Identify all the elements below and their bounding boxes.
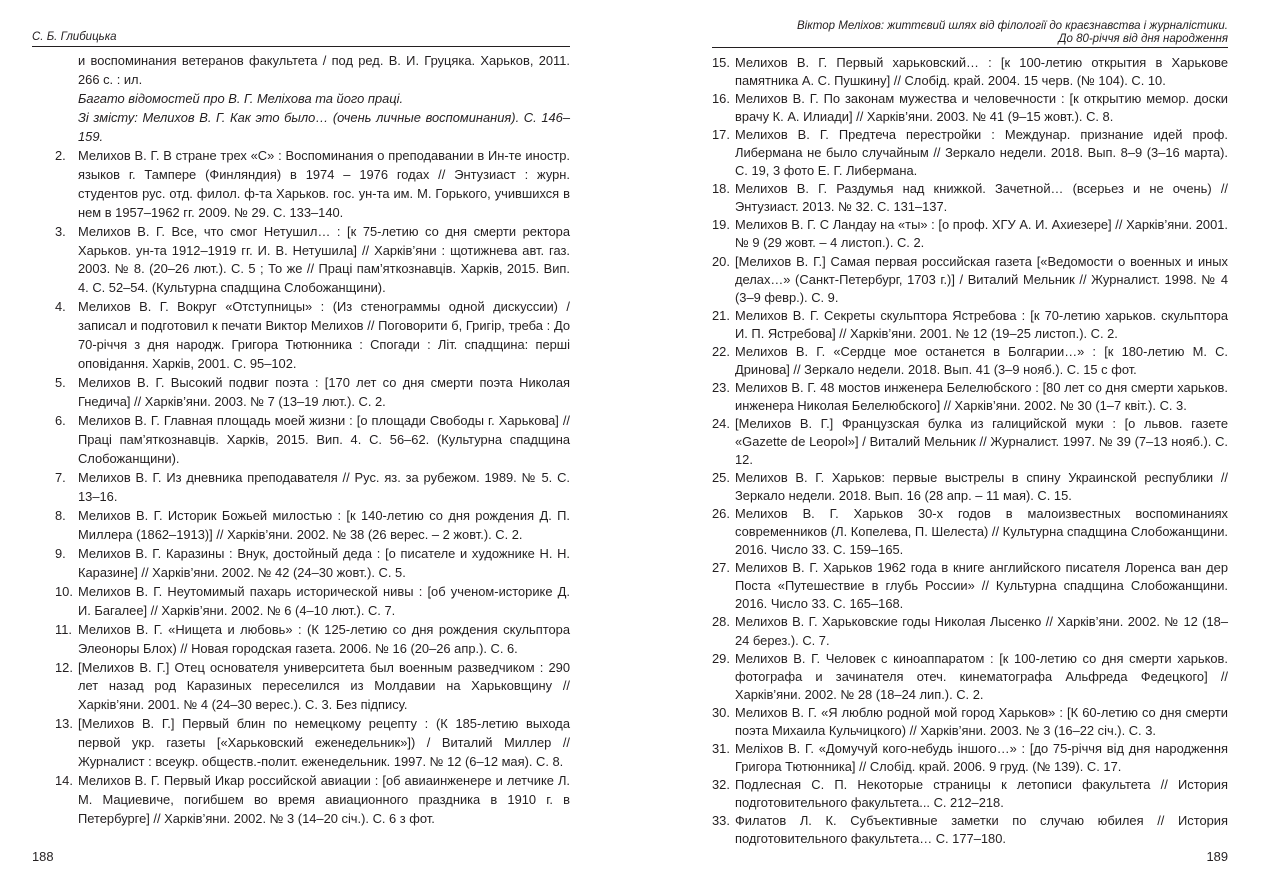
entry-number: 2. (55, 147, 66, 163)
entry-number: 19. (712, 217, 730, 233)
list-item (712, 704, 1228, 740)
entry-number: 18. (712, 181, 730, 197)
entry-text: Мелихов В. Г. Все, что смог Нетушил… : [к 75-летию со дня смерти ректора Харьков. ун-та 1912–1919 гг. И. В. Нетушила] // Харків’яни : щотижнева авт. газ. 2003. № 8. (20–26 лют.). С. 5 ; То же // Праці пам’яткознавців. Харків, 2015. Вип. 4. С. 52–54. (Культурна спадщина Слобожанщини). (78, 223, 570, 296)
list-item (712, 54, 1228, 90)
entry-number: 31. (712, 740, 730, 756)
entry-text: Мелихов В. Г. Секреты скульптора Ястребова : [к 70-летию харьков. скульптора И. П. Ястребова] // Харків’яни. 2001. № 12 (19–25 листоп.). С. 2. (735, 307, 1228, 341)
entry-number: 8. (55, 507, 66, 523)
entry-number: 14. (55, 773, 73, 789)
entry-number: 7. (55, 469, 66, 485)
left-page (32, 0, 570, 894)
list-item (32, 507, 570, 545)
list-item (712, 90, 1228, 126)
list-item (712, 613, 1228, 649)
entry-text: Мелихов В. Г. «Сердце мое останется в Болгарии…» : [к 180-летию М. С. Дринова] // Зеркало недели. 2018. Вып. 41 (3–9 нояб.). С. 15 с фот. (735, 343, 1228, 377)
entry-number: 23. (712, 379, 730, 395)
list-item (712, 415, 1228, 469)
list-item (32, 298, 570, 374)
list-item (712, 180, 1228, 216)
entry-number: 25. (712, 470, 730, 486)
list-item (32, 659, 570, 716)
entry-number: 27. (712, 560, 730, 576)
entry-text: Мелихов В. Г. По законам мужества и человечности : [к открытию мемор. доски врачу К. А. Илиади] // Харків’яни. 2003. № 41 (9–15 жовт.). С. 8. (735, 91, 1228, 125)
page-number: 189 (1206, 849, 1228, 864)
page-number: 188 (32, 849, 54, 864)
entry-number: 4. (55, 299, 66, 315)
list-item (712, 776, 1228, 812)
list-item (32, 772, 570, 829)
entry-text: Меліхов В. Г. «Домучуй кого-небудь іншого…» : [до 75-річчя від дня народження Григора Тютюнника] // Слобід. край. 2006. 9 груд. (№ 139). С. 17. (735, 740, 1228, 774)
list-item (712, 740, 1228, 776)
header-rule (712, 47, 1228, 48)
list-item (712, 126, 1228, 180)
entry-text: [Мелихов В. Г.] Французская булка из галицийской муки : [о львов. газете «Gazette de Leopol»] / Виталий Мельник // Журналист. 1997. № 39 (7–13 нояб.). С. 12. (735, 415, 1228, 468)
list-item (32, 374, 570, 412)
entry-text: Мелихов В. Г. «Я люблю родной мой город Харьков» : [К 60-летию со дня смерти поэта Михаила Кульчицкого) // Харків’яни. 2003. № 3 (16–22 січ.). С. 3. (735, 704, 1228, 738)
entry-text: Мелихов В. Г. Харьковские годы Николая Лысенко // Харків’яни. 2002. № 12 (18–24 берез.). С. 7. (735, 614, 1228, 648)
entry-text: Мелихов В. Г. Неутомимый пахарь исторической нивы : [об ученом-историке Д. И. Багалее] // Харків’яни. 2002. № 6 (4–10 лют.). С. 7. (78, 583, 570, 618)
entry-text: Филатов Л. К. Субъективные заметки по случаю юбилея // История подготовительного факультета… С. 177–180. (735, 812, 1228, 847)
entry-number: 33. (712, 812, 730, 828)
list-item (712, 253, 1228, 307)
entry-text: [Мелихов В. Г.] Первый блин по немецкому рецепту : (К 185-летию выхода первой укр. газеты [«Харьковский еженедельник»]) / Виталий Миллер // Журналист : всеукр. обществ.-полит. еженедельник. 1997. № 12 (6–12 мая). С. 8. (78, 716, 570, 770)
entry-text: Мелихов В. Г. Харьков 1962 года в книге английского писателя Лоренса ван дер Поста «Путешествие в глубь России» // Культурна спадщина Слобожанщини. 2016. Число 33. С. 165–168. (735, 560, 1228, 612)
list-item (712, 343, 1228, 379)
entry-text: Мелихов В. Г. С Ландау на «ты» : [о проф. ХГУ А. И. Ахиезере] // Харків’яни. 2001. № 9 (29 жовт. – 4 листоп.). С. 2. (735, 217, 1228, 251)
list-item (32, 147, 570, 223)
entry-text: [Мелихов В. Г.] Отец основателя университета был военным разведчиком : 290 лет назад род Каразиных переселился из Молдавии на Харьковщину // Харків’яни. 2001. № 4 (24–30 верес.). С. 3. Без підпису. (78, 659, 570, 713)
entry-text: Мелихов В. Г. Предтеча перестройки : Междунар. признание идей проф. Либермана не было случайным // Зеркало недели. 2018. Вып. 8–9 (3–16 марта). С. 19, 3 фото Е. Г. Либермана. (735, 127, 1228, 179)
entry-text: Мелихов В. Г. Человек с киноаппаратом : [к 100-летию со дня смерти харьков. фотографа и зачинателя отеч. кинематографа Альфреда Федецкого] // Харків’яни. 2002. № 28 (18–24 лип.). С. 2. (735, 650, 1228, 702)
list-item (712, 650, 1228, 704)
entry-text: [Мелихов В. Г.] Самая первая российская газета [«Ведомости о военных и иных делах…» (Санкт-Петербург, 1703 г.)] / Виталий Мельник // Журналист. 1998. № 4 (3–9 февр.). С. 9. (735, 253, 1228, 305)
list-item (712, 559, 1228, 613)
list-item (32, 583, 570, 621)
entry-continuation: Багато відомостей про В. Г. Меліхова та його праці. (78, 90, 404, 106)
entry-number: 10. (55, 583, 73, 599)
entry-number: 29. (712, 650, 730, 666)
running-head-line-2: До 80-річчя від дня народження (1058, 33, 1228, 45)
entry-number: 17. (712, 127, 730, 143)
list-item (32, 412, 570, 469)
list-item (32, 223, 570, 299)
entry-text: Мелихов В. Г. «Нищета и любовь» : (К 125-летию со дня рождения скульптора Элеоноры Блох) // Новая городская газета. 2006. № 16 (20–26 апр.). С. 6. (78, 621, 570, 656)
entry-number: 13. (55, 716, 73, 732)
entry-text: Мелихов В. Г. Харьков: первые выстрелы в спину Украинской республики // Зеркало недели. 2018. Вып. 16 (28 апр. – 11 мая). С. 15. (735, 470, 1228, 504)
entry-text: Мелихов В. Г. Высокий подвиг поэта : [170 лет со дня смерти поэта Николая Гнедича] // Харків’яни. 2003. № 7 (13–19 лют.). С. 2. (78, 375, 570, 410)
list-item (712, 505, 1228, 559)
entry-number: 3. (55, 223, 66, 239)
entry-number: 28. (712, 614, 730, 630)
running-head-line-1: Віктор Меліхов: життєвий шлях від філології до краєзнавства і журналістики. (797, 20, 1228, 32)
entry-text: Мелихов В. Г. Вокруг «Отступницы» : (Из стенограммы одной дискуссии) / записал и подготовил к печати Виктор Мелихов // Поговорити б, Григір, треба : До 70-річчя з дня народж. Григора Тютюнника : Спогади : Літ. спадщина: перші оповідання. Харків, 2001. С. 95–102. (78, 299, 570, 372)
entry-text: Мелихов В. Г. Первый харьковский… : [к 100-летию открытия в Харькове памятника А. С. Пушкину] // Слобід. край. 2004. 15 черв. (№ 104). С. 10. (735, 55, 1228, 89)
entry-number: 6. (55, 413, 66, 429)
entry-text: Мелихов В. Г. Первый Икар российской авиации : [об авиаинженере и летчике Л. М. Мациевиче, погибшем во время авиационного праздника в 1910 г. в Петербурге] // Харків’яни. 2002. № 3 (14–20 січ.). С. 6 з фот. (78, 773, 570, 827)
entry-number: 21. (712, 307, 730, 323)
entry-text: Мелихов В. Г. Раздумья над книжкой. Зачетной… (всерьез и не очень) // Энтузиаст. 2013. № 32. С. 131–137. (735, 181, 1228, 215)
entry-number: 16. (712, 91, 730, 107)
list-item (712, 469, 1228, 505)
list-item (32, 545, 570, 583)
list-item (712, 812, 1228, 848)
entry-number: 30. (712, 704, 730, 720)
bibliography-list (712, 54, 1228, 848)
entry-text: Мелихов В. Г. Главная площадь моей жизни : [о площади Свободы г. Харькова] // Праці пам’яткознавців. Харків, 2015. Вип. 4. С. 56–62. (Культурна спадщина Слобожанщини). (78, 413, 570, 467)
entry-number: 24. (712, 415, 730, 431)
entry-number: 9. (55, 545, 66, 561)
list-item (32, 715, 570, 772)
list-item (712, 216, 1228, 252)
entry-number: 32. (712, 776, 730, 792)
right-page (712, 0, 1228, 894)
entry-number: 12. (55, 659, 73, 675)
bibliography-list (32, 52, 570, 829)
entry-text: Мелихов В. Г. Из дневника преподавателя // Рус. яз. за рубежом. 1989. № 5. С. 13–16. (78, 469, 570, 504)
entry-number: 11. (55, 621, 72, 637)
entry-text: Мелихов В. Г. Каразины : Внук, достойный деда : [о писателе и художнике Н. Н. Каразине] // Харків’яни. 2002. № 42 (24–30 жовт.). С. 5. (78, 545, 570, 580)
entry-continuation: Зі змісту: Мелихов В. Г. Как это было… (очень личные воспоминания). С. 146–159. (78, 109, 570, 144)
entry-number: 20. (712, 253, 730, 269)
entry-text: Мелихов В. Г. 48 мостов инженера Белелюбского : [80 лет со дня смерти харьков. инженера Николая Белелюбского] // Харків’яни. 2002. № 30 (1–7 квіт.). С. 3. (735, 379, 1228, 413)
list-item (712, 379, 1228, 415)
entry-continuation: и воспоминания ветеранов факультета / под ред. В. И. Груцяка. Харьков, 2011. 266 с. : ил. (78, 53, 570, 87)
entry-number: 26. (712, 506, 730, 522)
running-head: С. Б. Глибицька (32, 31, 117, 43)
entry-text: Подлесная С. П. Некоторые страницы к летописи факультета // История подготовительного факультета... С. 212–218. (735, 776, 1228, 810)
entry-text: Мелихов В. Г. Историк Божьей милостью : [к 140-летию со дня рождения Д. П. Миллера (1862–1913)] // Харків’яни. 2002. № 38 (26 верес. – 2 жовт.). С. 2. (78, 507, 570, 542)
entry-text: Мелихов В. Г. Харьков 30-х годов в малоизвестных воспоминаниях современников (Л. Копелева, П. Шелеста) // Культурна спадщина Слобожанщини. 2016. Число 33. С. 159–165. (735, 506, 1228, 558)
entry-number: 5. (55, 375, 66, 391)
entry-number: 15. (712, 55, 730, 70)
list-item (712, 307, 1228, 343)
header-rule (32, 46, 570, 47)
list-item (32, 621, 570, 659)
list-item (32, 469, 570, 507)
entry-text: Мелихов В. Г. В стране трех «С» : Воспоминания о преподавании в Ин-те иностр. языков г. Тампере (Финляндия) в 1974 – 1976 годах // Энтузиаст : журн. студентов рус. отд. филол. ф-та Харьков. гос. ун-та им. М. Горького, учившихся в нем в 1957–1962 гг. 2009. № 29. С. 133–140. (78, 147, 570, 220)
entry-number: 22. (712, 343, 730, 359)
running-head (797, 20, 1228, 46)
